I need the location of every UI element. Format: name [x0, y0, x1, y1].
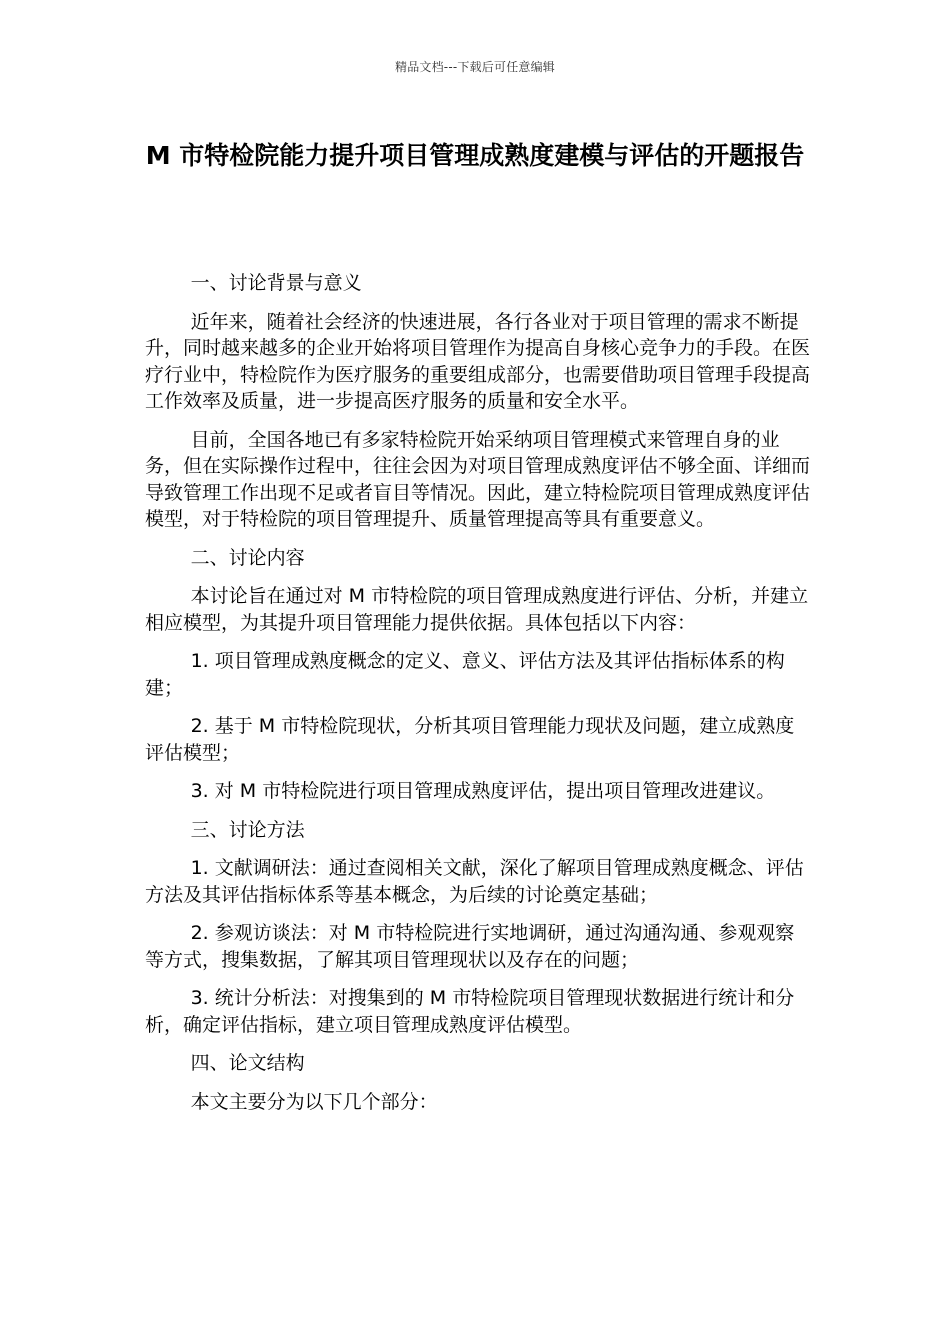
header-note: 精品文档---下载后可任意编辑 — [395, 60, 555, 74]
section-heading-structure: 四、论文结构 — [190, 1052, 305, 1074]
section-heading-content: 二、讨论内容 — [190, 546, 305, 569]
list-item-method-1: 1. 文献调研法：通过查阅相关文献，深化了解项目管理成熟度概念、评估方法及其评估指标体系等基本概念，为后续的讨论奠定基础； — [145, 857, 804, 906]
paragraph-structure-intro: 本文主要分为以下几个部分： — [190, 1090, 438, 1113]
paragraph-content-intro: 本讨论旨在通过对 M 市特检院的项目管理成熟度进行评估、分析，并建立相应模型，为其提升项目管理能力提供依据。具体包括以下内容： — [145, 585, 809, 634]
list-item-method-2: 2. 参观访谈法：对 M 市特检院进行实地调研，通过沟通沟通、参观观察等方式，搜集数据，了解其项目管理现状以及存在的问题； — [145, 922, 795, 971]
document-title: M 市特检院能力提升项目管理成熟度建模与评估的开题报告 — [145, 141, 805, 170]
list-item-content-3: 3. 对 M 市特检院进行项目管理成熟度评估，提出项目管理改进建议。 — [190, 780, 776, 802]
document-body — [145, 270, 813, 1127]
paragraph-background-2: 目前，全国各地已有多家特检院开始采纳项目管理模式来管理自身的业务，但在实际操作过程中，往往会因为对项目管理成熟度评估不够全面、详细而导致管理工作出现不足或者盲目等情况。因此，建立特检院项目管理成熟度评估模型，对于特检院的项目管理提升、质量管理提高等具有重要意义。 — [145, 428, 811, 530]
section-heading-methods: 三、讨论方法 — [190, 818, 305, 841]
section-heading-background: 一、讨论背景与意义 — [190, 272, 362, 294]
list-item-method-3: 3. 统计分析法：对搜集到的 M 市特检院项目管理现状数据进行统计和分析，确定评估指标，建立项目管理成熟度评估模型。 — [145, 987, 795, 1036]
list-item-content-2: 2. 基于 M 市特检院现状，分析其项目管理能力现状及问题，建立成熟度评估模型； — [145, 715, 795, 764]
list-item-content-1: 1. 项目管理成熟度概念的定义、意义、评估方法及其评估指标体系的构建； — [145, 650, 785, 699]
paragraph-background-1: 近年来，随着社会经济的快速进展，各行各业对于项目管理的需求不断提升，同时越来越多的企业开始将项目管理作为提高自身核心竞争力的手段。在医疗行业中，特检院作为医疗服务的重要组成部分，也需要借助项目管理手段提高工作效率及质量，进一步提高医疗服务的质量和安全水平。 — [145, 310, 811, 412]
